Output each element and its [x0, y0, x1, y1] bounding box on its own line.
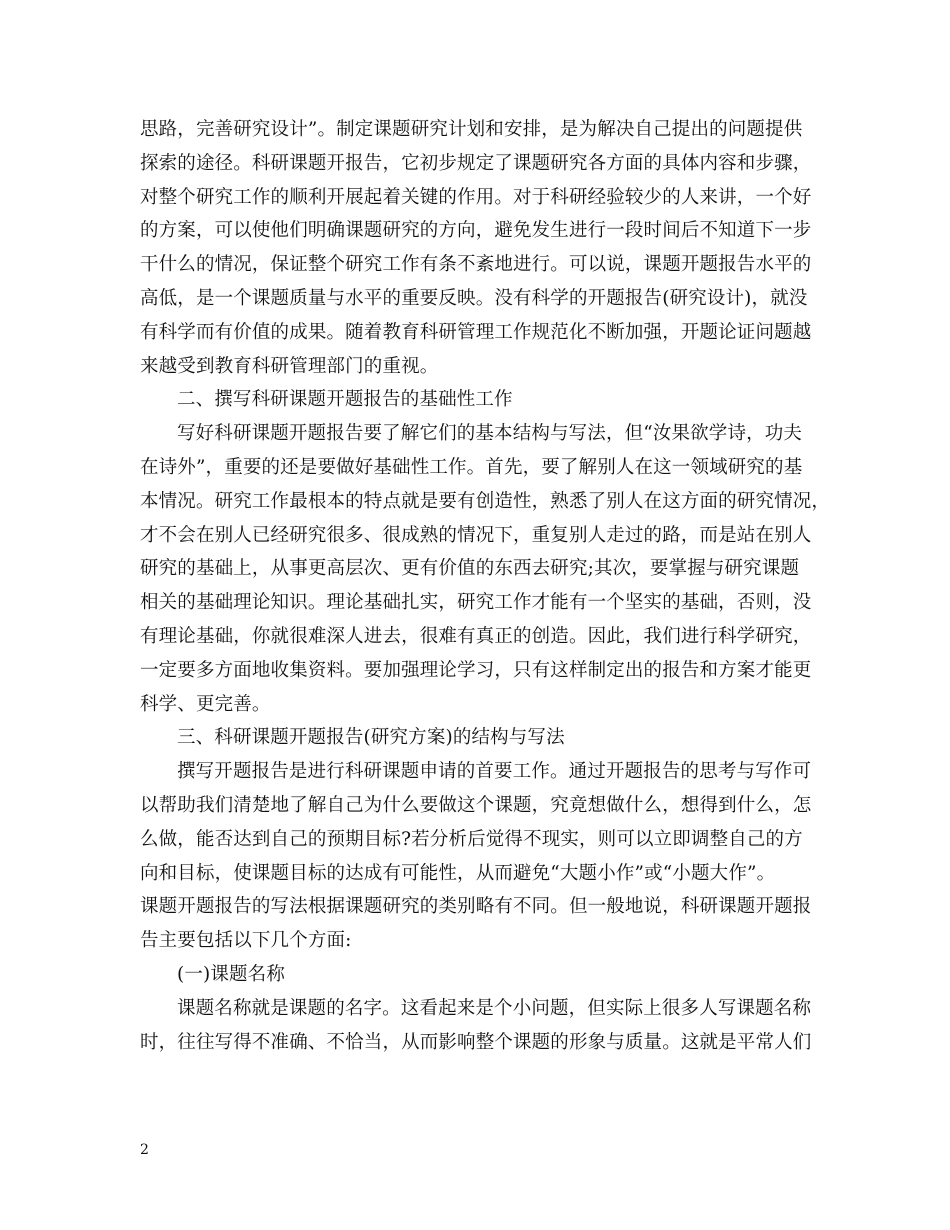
- text-line: 干什么的情况，保证整个研究工作有条不紊地进行。可以说，课题开题报告水平的: [140, 254, 812, 276]
- text-line: 本情况。研究工作最根本的特点就是要有创造性，熟悉了别人在这方面的研究情况，: [140, 490, 831, 512]
- text-line: 的方案，可以使他们明确课题研究的方向，避免发生进行一段时间后不知道下一步: [140, 220, 812, 242]
- text-line: 探索的途径。科研课题开报告，它初步规定了课题研究各方面的具体内容和步骤，: [140, 152, 812, 174]
- text-line: 才不会在别人已经研究很多、很成熟的情况下，重复别人走过的路，而是站在别人: [140, 524, 812, 546]
- text-line: 么做，能否达到自己的预期目标?若分析后觉得不现实，则可以立即调整自己的方: [140, 828, 803, 850]
- text-line: 研究的基础上，从事更高层次、更有价值的东西去研究;其次，要掌握与研究课题: [140, 558, 800, 580]
- text-line: 写好科研课题开题报告要了解它们的基本结构与写法，但“汝果欲学诗，功夫: [177, 423, 803, 445]
- page-number: 2: [140, 1142, 149, 1158]
- text-line: 二、撰写科研课题开题报告的基础性工作: [177, 389, 513, 411]
- text-line: 相关的基础理论知识。理论基础扎实，研究工作才能有一个坚实的基础，否则，没: [140, 592, 812, 614]
- text-line: 高低，是一个课题质量与水平的重要反映。没有科学的开题报告(研究设计)，就没: [140, 287, 808, 309]
- text-line: 向和目标，使课题目标的达成有可能性，从而避免“大题小作”或“小题大作”。: [140, 862, 776, 884]
- text-line: (一)课题名称: [177, 963, 285, 985]
- body-text: [140, 113, 831, 1059]
- text-line: 三、科研课题开题报告(研究方案)的结构与写法: [177, 727, 565, 749]
- text-line: 来越受到教育科研管理部门的重视。: [140, 355, 439, 377]
- text-line: 科学、更完善。: [140, 693, 271, 715]
- text-line: 一定要多方面地收集资料。要加强理论学习，只有这样制定出的报告和方案才能更: [140, 659, 812, 681]
- text-line: 告主要包括以下几个方面:: [140, 930, 352, 952]
- text-line: 以帮助我们清楚地了解自己为什么要做这个课题，究竟想做什么，想得到什么，怎: [140, 794, 812, 816]
- text-line: 课题名称就是课题的名字。这看起来是个小问题，但实际上很多人写课题名称: [177, 997, 812, 1019]
- text-line: 时，往往写得不准确、不恰当，从而影响整个课题的形象与质量。这就是平常人们: [140, 1031, 812, 1053]
- text-line: 在诗外”，重要的还是要做好基础性工作。首先，要了解别人在这一领域研究的基: [140, 456, 803, 478]
- text-line: 课题开题报告的写法根据课题研究的类别略有不同。但一般地说，科研课题开题报: [140, 896, 812, 918]
- text-line: 有理论基础，你就很难深人进去，很难有真正的创造。因此，我们进行科学研究，: [140, 625, 812, 647]
- text-line: 有科学而有价值的成果。随着教育科研管理工作规范化不断加强，开题论证问题越: [140, 321, 812, 343]
- text-line: 对整个研究工作的顺利开展起着关键的作用。对于科研经验较少的人来讲，一个好: [140, 186, 812, 208]
- text-line: 思路，完善研究设计”。制定课题研究计划和安排，是为解决自己提出的问题提供: [140, 119, 803, 140]
- text-line: 撰写开题报告是进行科研课题申请的首要工作。通过开题报告的思考与写作可: [177, 761, 812, 783]
